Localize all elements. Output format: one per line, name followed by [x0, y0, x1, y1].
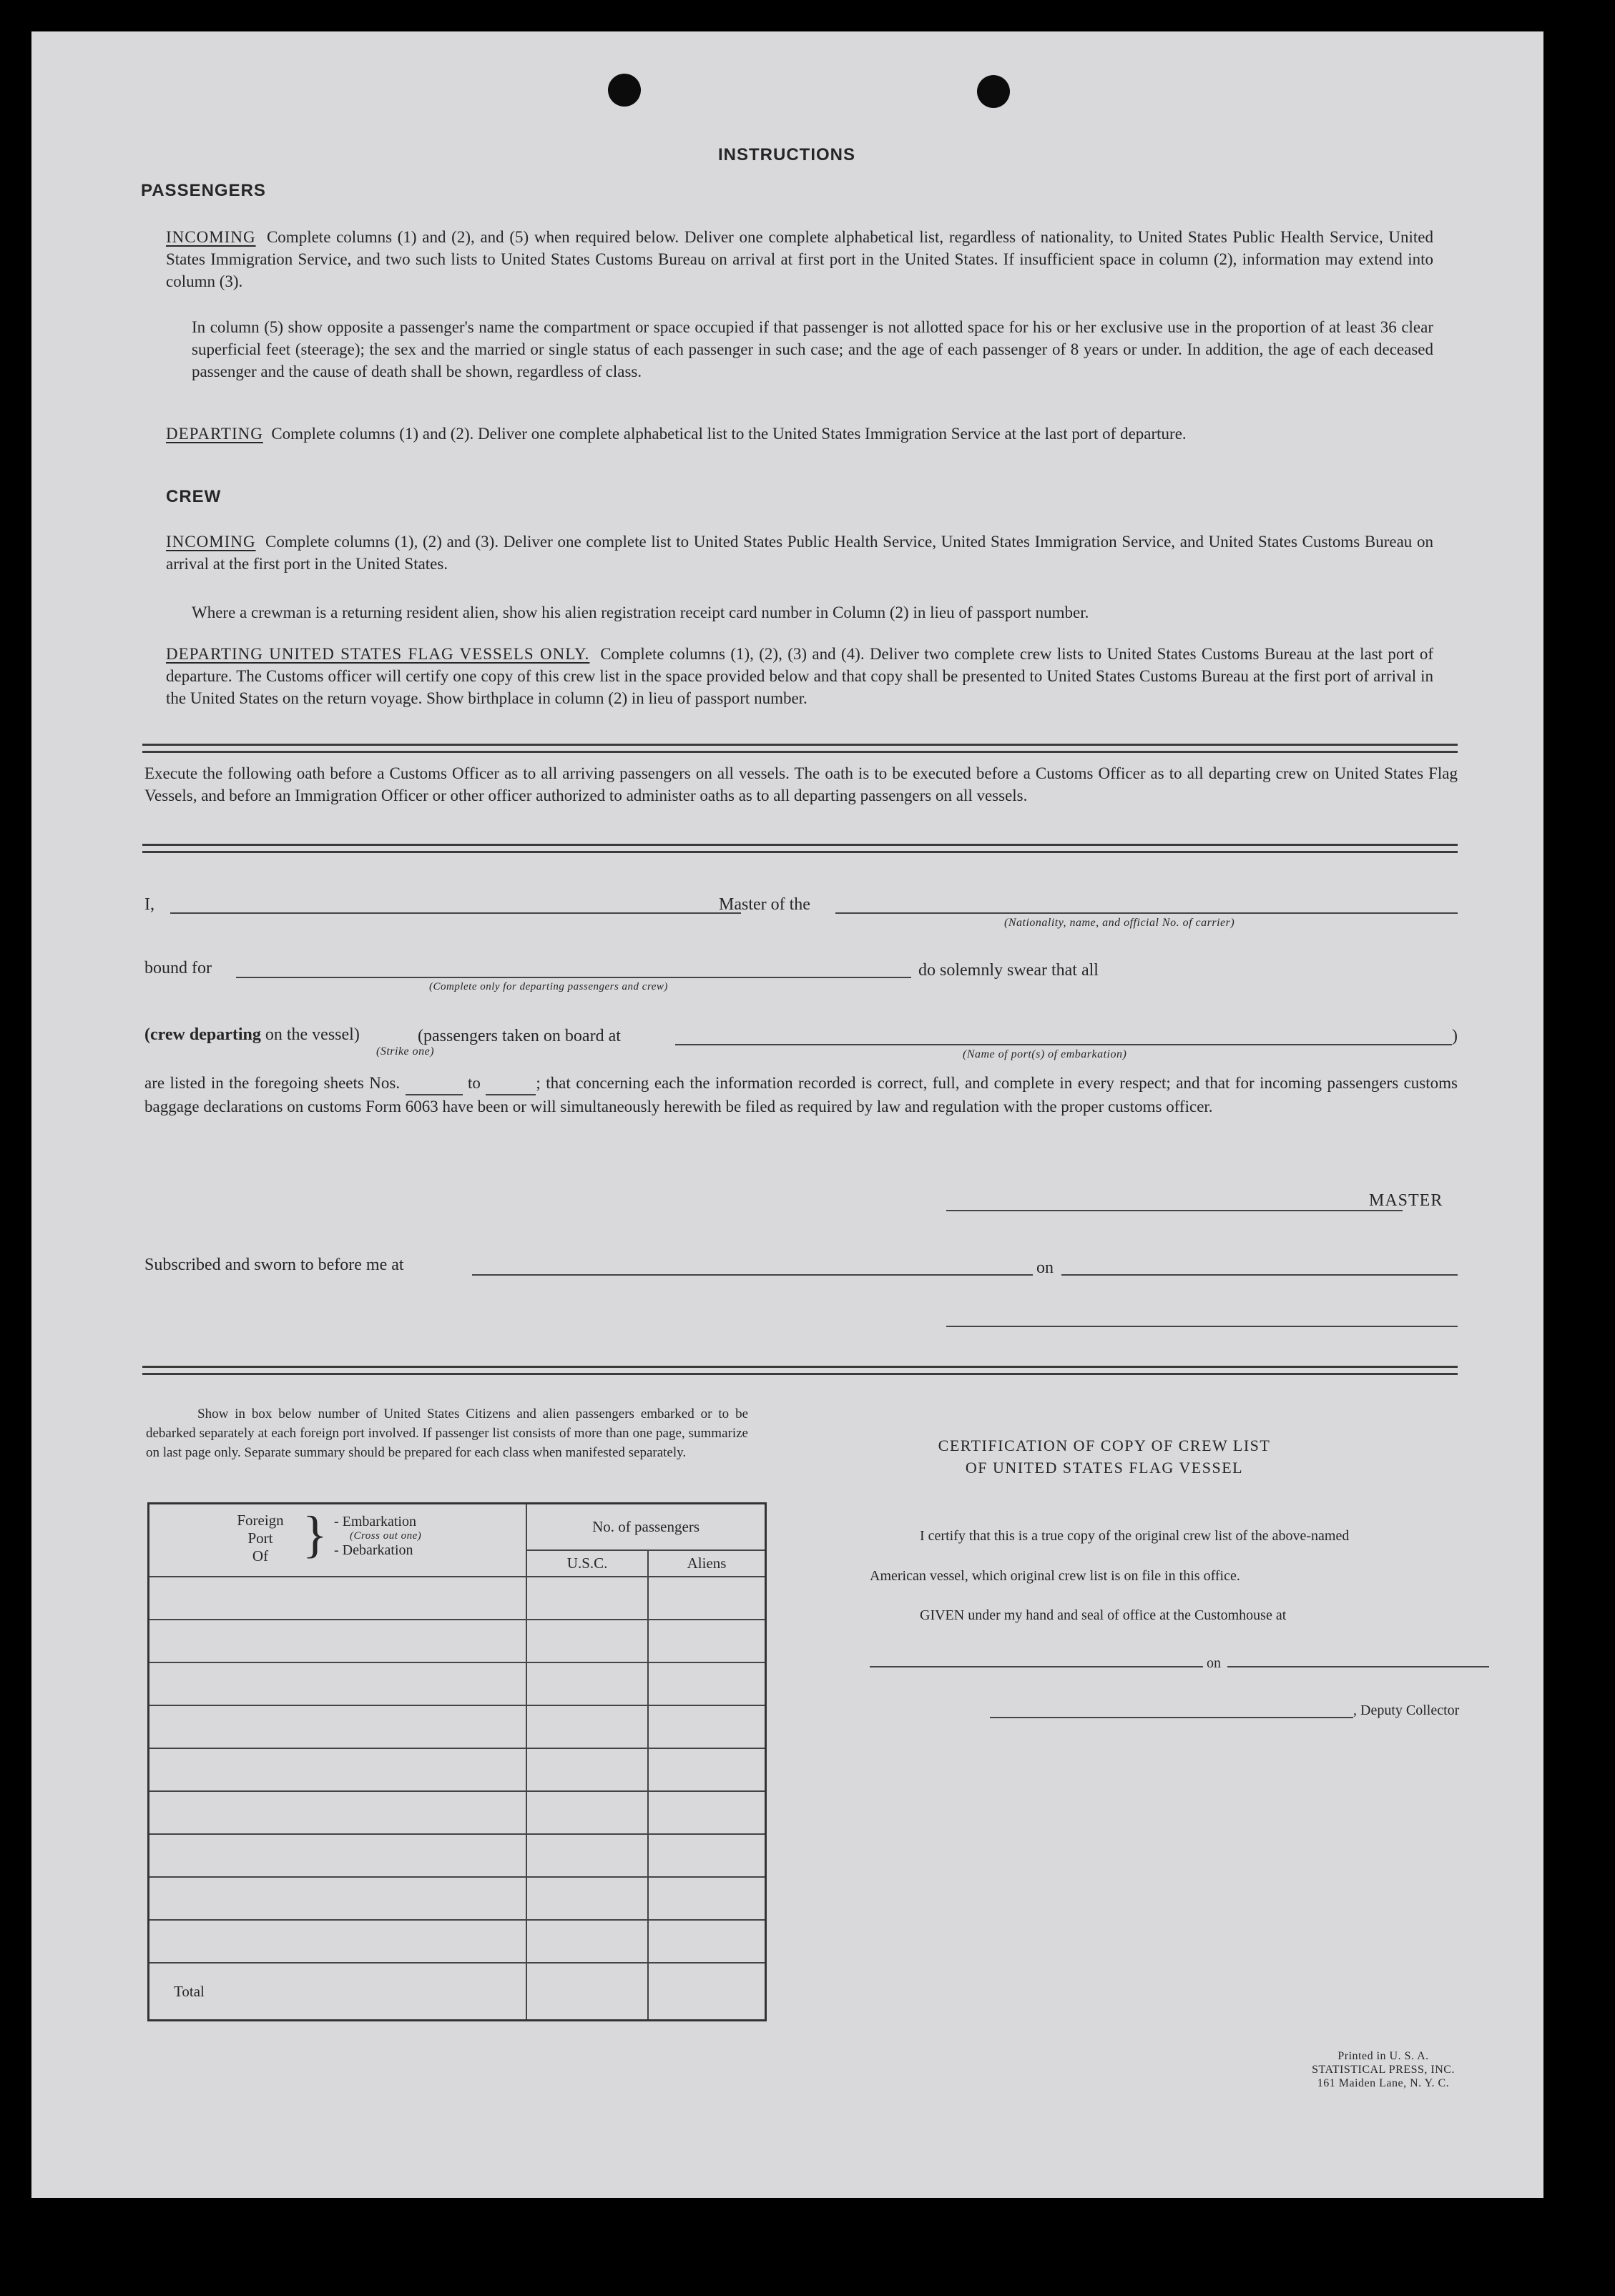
port-label-of: Of: [252, 1547, 269, 1565]
crew-departing-option: [144, 1025, 360, 1045]
divider: [142, 844, 1458, 853]
passengers-incoming-text: Complete columns (1) and (2), and (5) when required below. Deliver one complete alphabetical list, regardless of nationality, to United States Public Health Service, United States Immigration Service, and two such lists to United States Customs Bureau on arrival at first port in the United States. If insufficient space in column (2), information may extend into column (3).: [166, 228, 1433, 290]
aliens-cell[interactable]: [648, 1834, 765, 1877]
bound-for-caption: (Complete only for departing passengers and crew): [429, 981, 668, 992]
aliens-cell[interactable]: [648, 1877, 765, 1920]
to-label: to: [468, 1074, 481, 1092]
table-row: [149, 1577, 766, 1620]
port-cell[interactable]: [149, 1834, 527, 1877]
certification-on-label: on: [1207, 1655, 1221, 1671]
bound-for-label: bound for: [144, 959, 212, 977]
aliens-header: Aliens: [648, 1550, 765, 1577]
passengers-departing-label: DEPARTING: [166, 425, 263, 443]
passenger-summary-table: [147, 1502, 767, 2021]
certification-title: [890, 1434, 1319, 1479]
cross-out-caption: (Cross out one): [350, 1530, 422, 1542]
subscribed-label: Subscribed and sworn to before me at: [144, 1256, 404, 1274]
passengers-incoming-paragraph: [166, 226, 1433, 292]
bound-for-field[interactable]: [236, 977, 911, 978]
subscribed-date-field[interactable]: [1061, 1274, 1458, 1276]
swear-label: do solemnly swear that all: [918, 961, 1099, 980]
officer-signature-field[interactable]: [946, 1326, 1458, 1327]
passengers-departing-paragraph: [166, 423, 1433, 445]
passengers-taken-label: (passengers taken on board at: [418, 1027, 621, 1045]
binder-hole-right: [977, 75, 1010, 108]
sheet-to-field[interactable]: [486, 1072, 536, 1095]
port-cell[interactable]: [149, 1748, 527, 1791]
printer-line1: Printed in U. S. A.: [1337, 2050, 1429, 2062]
master-signature-field[interactable]: [946, 1210, 1403, 1211]
port-header-cell: [149, 1504, 527, 1577]
passengers-departing-text: Complete columns (1) and (2). Deliver one complete alphabetical list to the United States Immigration Service at the last port of departure.: [271, 425, 1187, 443]
port-label-port: Port: [247, 1529, 273, 1547]
on-vessel-label: on the vessel): [265, 1025, 360, 1044]
total-row: [149, 1963, 766, 2021]
usc-cell[interactable]: [526, 1920, 648, 1963]
direction-options: [334, 1513, 421, 1559]
deputy-signature-field[interactable]: [990, 1717, 1353, 1718]
crew-departing-label: DEPARTING UNITED STATES FLAG VESSELS ONLY.: [166, 645, 590, 663]
usc-cell[interactable]: [526, 1577, 648, 1620]
passengers-heading: PASSENGERS: [141, 181, 266, 200]
aliens-cell[interactable]: [648, 1791, 765, 1834]
crew-incoming-paragraph: [166, 531, 1433, 575]
port-cell[interactable]: [149, 1705, 527, 1748]
total-aliens-cell[interactable]: [648, 1963, 765, 2021]
embarkation-ports-field[interactable]: [675, 1044, 1452, 1045]
printer-line2: STATISTICAL PRESS, INC.: [1312, 2064, 1455, 2076]
master-name-field[interactable]: [170, 912, 741, 914]
total-usc-cell[interactable]: [526, 1963, 648, 2021]
usc-cell[interactable]: [526, 1748, 648, 1791]
certification-date-field[interactable]: [1227, 1666, 1489, 1667]
debarkation-option[interactable]: - Debarkation: [334, 1542, 413, 1558]
instructions-title: INSTRUCTIONS: [718, 145, 855, 164]
subscribed-place-field[interactable]: [472, 1274, 1033, 1276]
table-row: [149, 1877, 766, 1920]
certification-title-line1: CERTIFICATION OF COPY OF CREW LIST: [938, 1437, 1271, 1454]
passengers-incoming-label: INCOMING: [166, 228, 256, 246]
crew-departing-label: (crew departing: [144, 1025, 261, 1044]
sheet-from-field[interactable]: [406, 1072, 463, 1095]
printer-imprint: [1247, 2049, 1519, 2090]
usc-header: U.S.C.: [526, 1550, 648, 1577]
certify-line2: American vessel, which original crew list is on file in this office.: [870, 1568, 1240, 1584]
port-cell[interactable]: [149, 1920, 527, 1963]
port-cell[interactable]: [149, 1662, 527, 1705]
aliens-cell[interactable]: [648, 1577, 765, 1620]
table-row: [149, 1920, 766, 1963]
port-cell[interactable]: [149, 1620, 527, 1662]
form-page: [31, 31, 1543, 2198]
usc-cell[interactable]: [526, 1791, 648, 1834]
sheets-text: ; that concerning each the information recorded is correct, full, and complete in every respect; and that for incoming passengers customs baggage declarations on customs Form 6063 have been or will simultaneously herewith be filed as required by law and regulation with the proper customs officer.: [144, 1074, 1458, 1115]
close-paren: ): [1452, 1027, 1458, 1045]
usc-cell[interactable]: [526, 1620, 648, 1662]
table-row: [149, 1791, 766, 1834]
aliens-cell[interactable]: [648, 1748, 765, 1791]
table-row: [149, 1748, 766, 1791]
certification-title-line2: OF UNITED STATES FLAG VESSEL: [965, 1459, 1244, 1477]
strike-caption: (Strike one): [376, 1045, 435, 1058]
port-label: [228, 1512, 293, 1565]
subscribed-on-label: on: [1036, 1258, 1054, 1277]
aliens-cell[interactable]: [648, 1920, 765, 1963]
customhouse-field[interactable]: [870, 1666, 1203, 1667]
table-row: [149, 1705, 766, 1748]
sheets-paragraph: [144, 1072, 1458, 1118]
table-row: [149, 1662, 766, 1705]
summary-instructions: Show in box below number of United States Citizens and alien passengers embarked or to be debarked separately at each foreign port involved. If passenger list consists of more than one page, summarize on last page only. Separate summary should be prepared for each class when manifested separately.: [146, 1406, 748, 1460]
aliens-cell[interactable]: [648, 1620, 765, 1662]
crew-resident-paragraph: Where a crewman is a returning resident alien, show his alien registration receipt card number in Column (2) in lieu of passport number.: [192, 603, 1089, 621]
port-cell[interactable]: [149, 1877, 527, 1920]
oath-i-label: I,: [144, 895, 154, 914]
usc-cell[interactable]: [526, 1834, 648, 1877]
crew-departing-text: Complete columns (1), (2), (3) and (4). Deliver two complete crew lists to United States Customs Bureau at the last port of departure. The Customs officer will certify one copy of this crew list in the space provided below and that copy shall be presented to United States Customs Bureau at the first port of arrival in the United States on the return voyage. Show birthplace in column (2) in lieu of passport number.: [166, 645, 1434, 707]
ports-caption: (Name of port(s) of embarkation): [963, 1048, 1127, 1060]
binder-hole-left: [608, 74, 641, 107]
table-row: [149, 1834, 766, 1877]
crew-incoming-text: Complete columns (1), (2) and (3). Deliver one complete list to United States Public Health Service, United States Immigration Service, and United States Customs Bureau on arrival at the first port in the United States.: [166, 533, 1433, 573]
port-cell[interactable]: [149, 1577, 527, 1620]
usc-cell[interactable]: [526, 1662, 648, 1705]
divider: [142, 1366, 1458, 1375]
brace-icon: }: [303, 1506, 328, 1563]
passengers-column5-paragraph: In column (5) show opposite a passenger's name the compartment or space occupied if that passenger is not allotted space for his or her exclusive use in the proportion of at least 36 clear superficial feet (steerage); the sex and the married or single status of each passenger in such case; and the age of each passenger of 8 years or under. In addition, the age of each deceased passenger and the cause of death shall be shown, regardless of class.: [192, 318, 1433, 380]
usc-cell[interactable]: [526, 1705, 648, 1748]
deputy-label: , Deputy Collector: [1353, 1703, 1460, 1718]
crew-departing-paragraph: [166, 643, 1433, 709]
sheets-label: are listed in the foregoing sheets Nos.: [144, 1074, 401, 1092]
given-line: GIVEN under my hand and seal of office at the Customhouse at: [920, 1607, 1287, 1623]
oath-intro: Execute the following oath before a Customs Officer as to all arriving passengers on all vessels. The oath is to be executed before a Customs Officer as to all departing crew on United States Flag Vessels, and before an Immigration Officer or other officer authorized to administer oaths as to all departing passengers on all vessels.: [144, 764, 1458, 804]
aliens-cell[interactable]: [648, 1705, 765, 1748]
embarkation-option[interactable]: - Embarkation: [334, 1514, 416, 1529]
aliens-cell[interactable]: [648, 1662, 765, 1705]
passengers-header: No. of passengers: [526, 1504, 765, 1551]
usc-cell[interactable]: [526, 1877, 648, 1920]
master-label: MASTER: [1369, 1191, 1443, 1210]
table-row: [149, 1620, 766, 1662]
carrier-field[interactable]: [835, 912, 1458, 914]
port-label-foreign: Foreign: [237, 1512, 284, 1529]
crew-incoming-label: INCOMING: [166, 533, 256, 551]
crew-heading: CREW: [166, 487, 222, 506]
certify-line1: I certify that this is a true copy of the original crew list of the above-named: [920, 1528, 1350, 1544]
divider: [142, 744, 1458, 753]
master-of-label: Master of the: [719, 895, 810, 914]
port-cell[interactable]: [149, 1791, 527, 1834]
total-label: Total: [149, 1963, 527, 2021]
carrier-caption: (Nationality, name, and official No. of carrier): [1004, 917, 1235, 929]
printer-line3: 161 Maiden Lane, N. Y. C.: [1317, 2077, 1450, 2089]
